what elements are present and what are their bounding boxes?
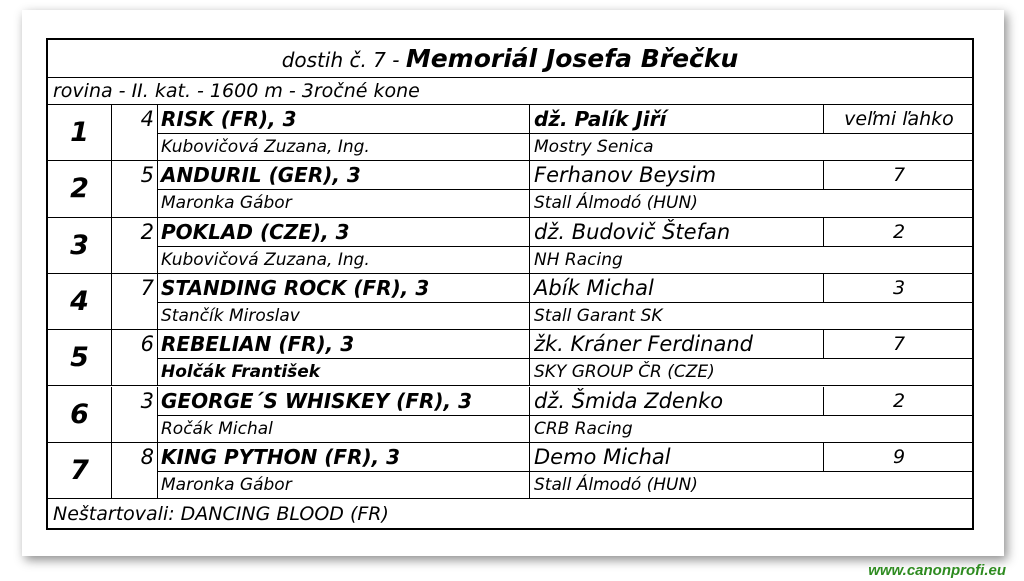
odds: 2 <box>824 387 974 416</box>
start-number: 4 <box>112 105 158 160</box>
owner-name: Stall Álmodó (HUN) <box>534 474 698 495</box>
trainer-name: Maronka Gábor <box>158 190 530 216</box>
horse-name: RISK (FR), 3 <box>158 105 530 134</box>
horse-name: POKLAD (CZE), 3 <box>158 218 530 247</box>
finish-position: 2 <box>48 161 112 216</box>
jockey-name: Ferhanov Beysim <box>530 161 824 190</box>
race-number: dostih č. 7 - <box>281 48 406 72</box>
race-conditions: rovina - II. kat. - 1600 m - 3ročné kone <box>48 78 972 105</box>
jockey-name: dž. Palík Jiří <box>530 105 824 134</box>
jockey-name: dž. Budovič Štefan <box>530 218 824 247</box>
race-result-card <box>46 38 974 530</box>
horse-name: ANDURIL (GER), 3 <box>158 161 530 190</box>
owner-name: CRB Racing <box>534 418 633 439</box>
race-name: Memoriál Josefa Břečku <box>405 44 739 73</box>
finish-position: 1 <box>48 105 112 160</box>
trainer-name: Stančík Miroslav <box>158 303 530 329</box>
jockey-name: žk. Kráner Ferdinand <box>530 330 824 359</box>
jockey-name: Abík Michal <box>530 274 824 303</box>
finish-position: 3 <box>48 218 112 273</box>
start-number: 5 <box>112 161 158 216</box>
entry-row <box>48 274 972 330</box>
watermark: www.canonprofi.eu <box>868 562 1006 579</box>
finish-position: 4 <box>48 274 112 329</box>
horse-name: REBELIAN (FR), 3 <box>158 330 530 359</box>
owner-name: Mostry Senica <box>534 137 654 157</box>
horse-name: GEORGE´S WHISKEY (FR), 3 <box>158 387 530 416</box>
jockey-name: dž. Šmida Zdenko <box>530 387 824 416</box>
jockey-name: Demo Michal <box>530 443 824 472</box>
trainer-name: Ročák Michal <box>158 416 530 442</box>
owner-name: SKY GROUP ČR (CZE) <box>534 362 715 383</box>
race-title <box>48 40 972 78</box>
trainer-name: Holčák František <box>158 359 530 385</box>
trainer-name: Maronka Gábor <box>158 472 530 498</box>
start-number: 6 <box>112 330 158 385</box>
trainer-name: Kubovičová Zuzana, Ing. <box>158 134 530 160</box>
odds: 3 <box>824 274 974 303</box>
entry-row <box>48 218 972 274</box>
start-number: 3 <box>112 387 158 442</box>
entry-row <box>48 387 972 443</box>
entry-row <box>48 330 972 386</box>
start-number: 7 <box>112 274 158 329</box>
entry-row <box>48 105 972 161</box>
horse-name: KING PYTHON (FR), 3 <box>158 443 530 472</box>
odds: 9 <box>824 443 974 472</box>
finish-position: 7 <box>48 443 112 498</box>
owner-name: Stall Álmodó (HUN) <box>534 193 698 214</box>
horse-name: STANDING ROCK (FR), 3 <box>158 274 530 303</box>
start-number: 8 <box>112 443 158 498</box>
odds: 7 <box>824 161 974 190</box>
odds: 7 <box>824 330 974 359</box>
odds: veľmi ľahko <box>824 105 974 134</box>
finish-position: 5 <box>48 330 112 385</box>
entry-row <box>48 443 972 499</box>
finish-position: 6 <box>48 387 112 442</box>
start-number: 2 <box>112 218 158 273</box>
trainer-name: Kubovičová Zuzana, Ing. <box>158 247 530 273</box>
odds: 2 <box>824 218 974 247</box>
owner-name: Stall Garant SK <box>534 305 663 326</box>
entry-row <box>48 161 972 217</box>
owner-name: NH Racing <box>534 249 623 270</box>
non-starters: Neštartovali: DANCING BLOOD (FR) <box>53 503 389 525</box>
